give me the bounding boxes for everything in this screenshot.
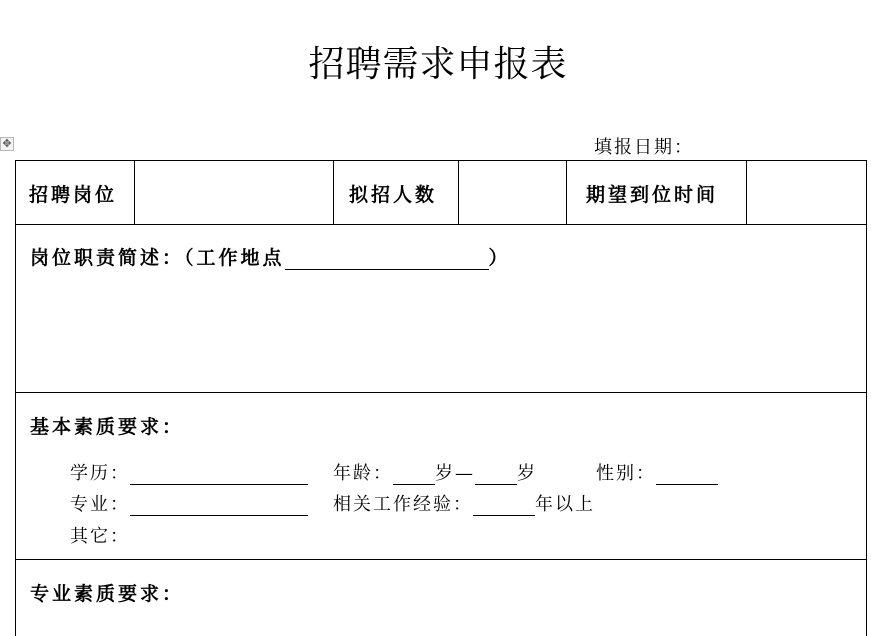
age-separator: 岁— — [435, 463, 475, 484]
gender-field — [596, 459, 718, 485]
education-input[interactable] — [130, 464, 308, 485]
gender-input[interactable] — [656, 464, 718, 485]
row-divider — [15, 224, 867, 225]
cell-divider — [458, 160, 459, 224]
duties-label: 岗位职责简述：（工作地点 — [30, 247, 285, 269]
row-divider — [15, 559, 867, 560]
major-input[interactable] — [130, 495, 308, 516]
cell-divider — [566, 160, 567, 224]
form-table — [15, 160, 867, 636]
age-label: 年龄： — [333, 463, 393, 484]
age-unit: 岁 — [517, 463, 537, 484]
work-location-input[interactable] — [285, 249, 489, 270]
cell-divider — [333, 160, 334, 224]
arrival-time-label: 期望到位时间 — [586, 184, 719, 206]
education-field — [70, 459, 308, 485]
headcount-input[interactable] — [460, 162, 565, 223]
page-title: 招聘需求申报表 — [308, 44, 568, 85]
professional-requirements-label: 专业素质要求： — [30, 583, 185, 605]
experience-field — [333, 490, 595, 516]
education-label: 学历： — [70, 463, 130, 484]
position-label: 招聘岗位 — [29, 184, 118, 206]
other-label: 其它： — [70, 526, 130, 547]
duties-close: ） — [488, 247, 511, 269]
major-label: 专业： — [70, 494, 130, 515]
experience-label: 相关工作经验： — [333, 494, 473, 515]
gender-label: 性别： — [596, 463, 656, 484]
age-max-input[interactable] — [475, 464, 517, 485]
experience-unit: 年以上 — [535, 494, 595, 515]
fill-date-label: 填报日期： — [594, 137, 694, 158]
duties-input[interactable] — [17, 272, 865, 390]
headcount-label: 拟招人数 — [349, 184, 438, 206]
row-divider — [15, 392, 867, 393]
duties-section — [30, 243, 511, 270]
experience-input[interactable] — [473, 495, 535, 516]
basic-requirements-label: 基本素质要求： — [30, 416, 185, 438]
position-input[interactable] — [136, 162, 332, 223]
arrival-time-input[interactable] — [748, 162, 866, 223]
age-field — [333, 459, 537, 485]
cell-divider — [134, 160, 135, 224]
cell-divider — [746, 160, 747, 224]
major-field — [70, 490, 308, 516]
age-min-input[interactable] — [393, 464, 435, 485]
table-move-handle-icon[interactable]: ✥ — [0, 137, 14, 151]
other-field — [70, 522, 130, 548]
